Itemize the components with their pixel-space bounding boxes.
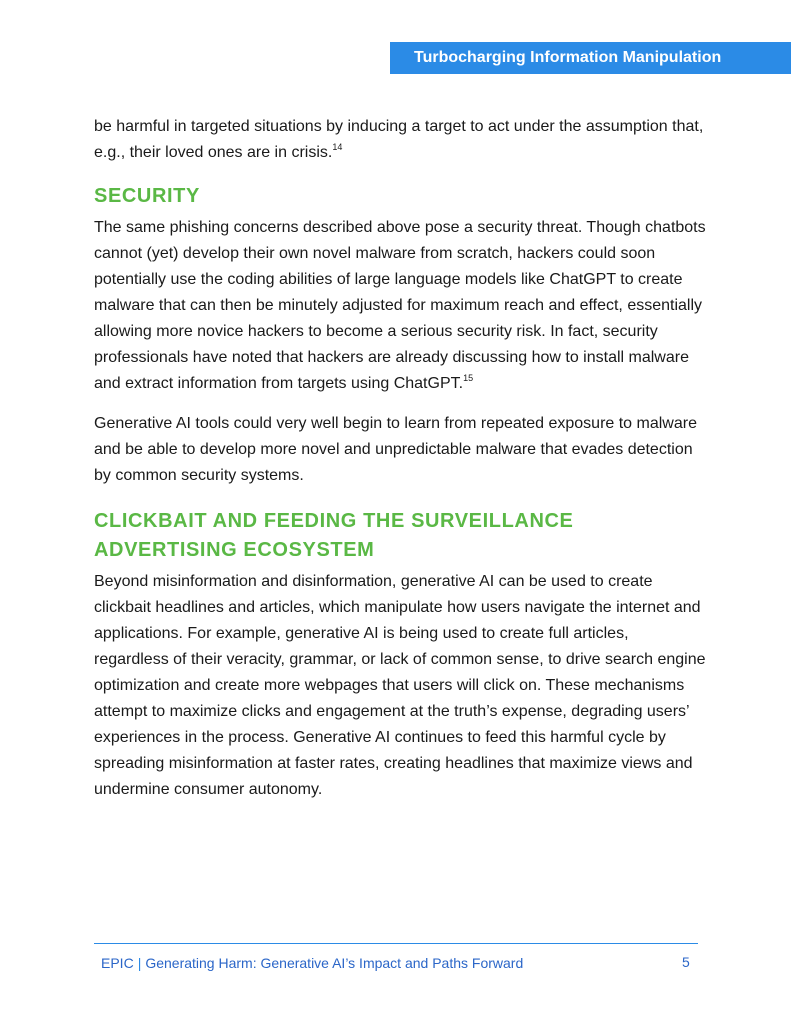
security-paragraph-1-text: The same phishing concerns described above pose a security threat. Though chatbots cannot (yet) develop their own novel malware from scratch, hackers could soon potentially use the coding abilities of large language models like ChatGPT to create malware that can then be minutely adjusted for maximum reach and effect, essentially allowing more novice hackers to become a serious security risk. In fact, security professionals have noted that hackers are already discussing how to install malware and extract information from targets using ChatGPT.: [94, 219, 706, 392]
running-header-title: Turbocharging Information Manipulation: [414, 49, 722, 66]
clickbait-paragraph: Beyond misinformation and disinformation, generative AI can be used to create clickbait headlines and articles, which manipulate how users navigate the internet and applications. For example, generative AI is being used to create full articles, regardless of their veracity, grammar, or lack of common sense, to drive search engine optimization and create more webpages that users will click on. These mechanisms attempt to maximize clicks and engagement at the truth’s expense, degrading users’ experiences in the process. Generative AI continues to feed this harmful cycle by spreading misinformation at faster rates, creating headlines that maximize views and undermine consumer autonomy.: [94, 573, 706, 798]
footer-org: EPIC: [101, 955, 134, 971]
page-number: 5: [682, 954, 690, 970]
running-header: [390, 42, 791, 74]
footer-divider: [94, 943, 698, 944]
footer-separator: |: [137, 955, 142, 971]
footnote-ref-14[interactable]: 14: [332, 142, 343, 152]
security-paragraph-1: [94, 215, 706, 397]
intro-paragraph: [94, 114, 706, 166]
footnote-ref-15[interactable]: 15: [463, 373, 474, 383]
footer-doc-title: Generating Harm: Generative AI’s Impact and Paths Forward: [145, 955, 524, 971]
page-body: [94, 114, 706, 803]
security-heading: SECURITY: [94, 185, 200, 207]
clickbait-heading: CLICKBAIT AND FEEDING THE SURVEILLANCE ADVERTISING ECOSYSTEM: [94, 510, 574, 561]
security-paragraph-2: Generative AI tools could very well begin to learn from repeated exposure to malware and be able to develop more novel and unpredictable malware that evades detection by common security systems.: [94, 415, 697, 484]
intro-text: be harmful in targeted situations by inducing a target to act under the assumption that, e.g., their loved ones are in crisis.: [94, 118, 704, 161]
footer-title: [101, 954, 523, 972]
